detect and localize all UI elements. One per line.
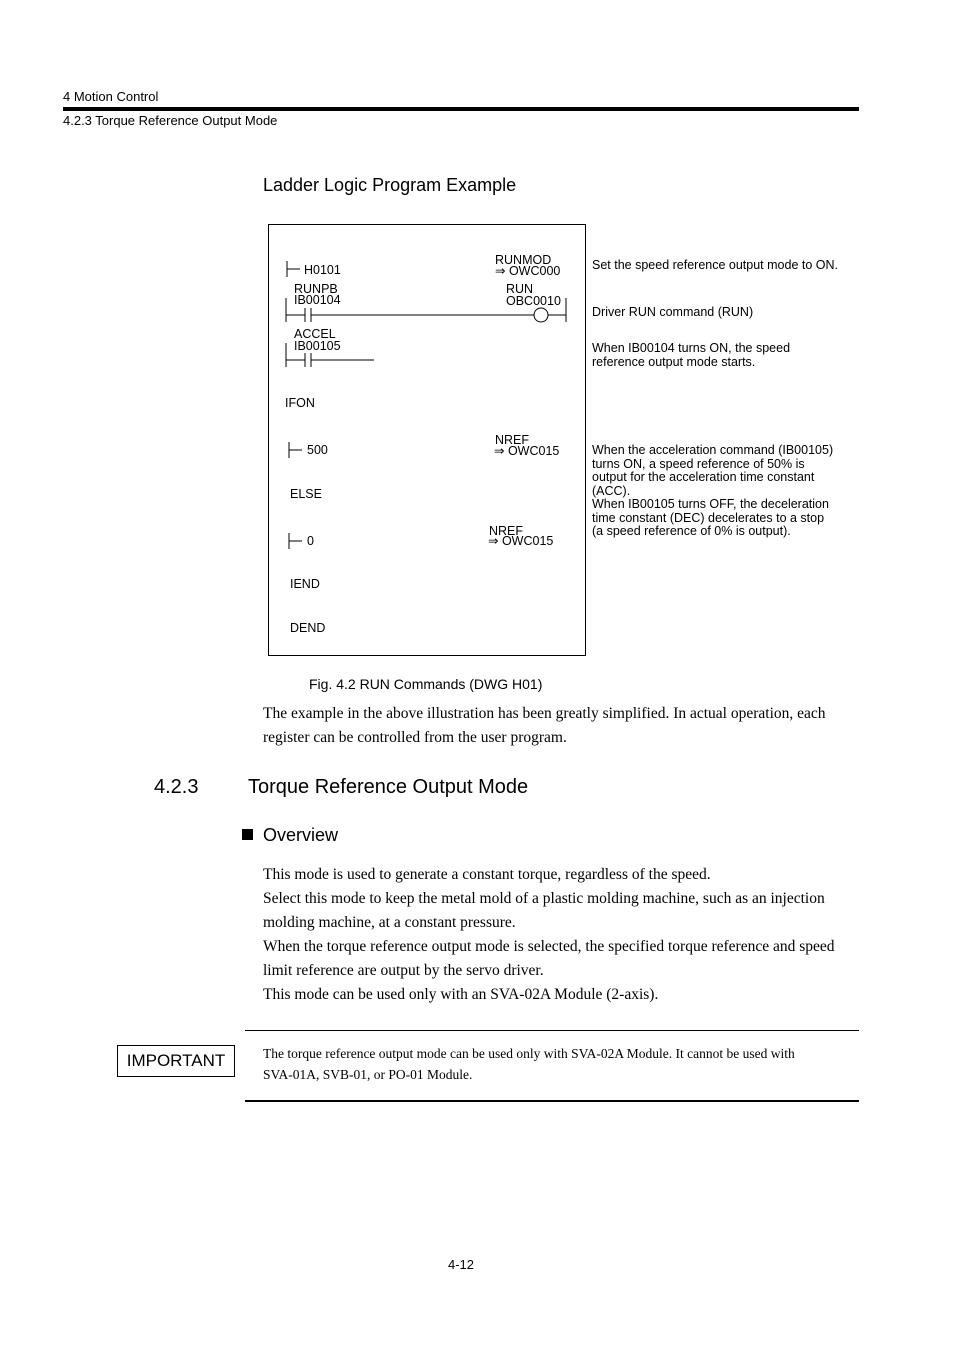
ladder-label-ib00104: IB00104 [294,293,341,307]
ladder-comment-start [592,342,790,369]
ladder-label-owc015-2: ⇒ OWC015 [488,534,554,548]
section-title: Torque Reference Output Mode [248,776,529,798]
ladder-label-owc000: ⇒ OWC000 [495,264,561,278]
ladder-label-500: 500 [307,443,328,457]
comment-line: time constant (DEC) decelerates to a stop [592,510,825,525]
ladder-label-nref-2: NREF [489,524,524,538]
comment-line: When IB00104 turns ON, the speed [592,341,791,355]
ladder-title: Ladder Logic Program Example [263,175,517,195]
ladder-comment-run: Driver RUN command (RUN) [592,305,754,319]
ladder-label-nref-1: NREF [495,433,530,447]
comment-line: When IB00105 turns OFF, the deceleration [592,497,829,511]
ladder-label-0: 0 [307,534,314,548]
ladder-label-runpb: RUNPB [294,282,338,296]
important-text [263,1043,795,1085]
section-number: 4.2.3 [154,776,199,798]
ladder-label-ifon: IFON [285,396,315,410]
paragraph-line: limit reference are output by the servo driver. [263,962,544,979]
header-chapter: 4 Motion Control [63,89,159,104]
overview-title: Overview [263,825,339,845]
paragraph-line: molding machine, at a constant pressure. [263,914,516,931]
paragraph-line: This mode is used to generate a constant torque, regardless of the speed. [263,866,711,883]
important-rule-bottom [245,1100,859,1102]
paragraph-line: The example in the above illustration has been greatly simplified. In actual operation, each [263,705,826,722]
ladder-label-h0101: H0101 [304,263,341,277]
ladder-label-iend: IEND [290,577,320,591]
ladder-label-ib00105: IB00105 [294,339,341,353]
comment-line: reference output mode starts. [592,354,756,369]
page-number: 4-12 [448,1257,475,1272]
ladder-comment-accel [592,444,833,539]
important-line: The torque reference output mode can be used only with SVA-02A Module. It cannot be used with [263,1046,795,1061]
paragraph-line: register can be controlled from the user program. [263,729,567,746]
important-rule-top [245,1030,859,1031]
paragraph-line: This mode can be used only with an SVA-02A Module (2-axis). [263,986,659,1003]
ladder-comment-runmod: Set the speed reference output mode to ON. [592,258,838,272]
ladder-label-else: ELSE [290,487,322,501]
important-label: IMPORTANT [117,1045,235,1077]
comment-line: turns ON, a speed reference of 50% is [592,456,805,471]
comment-line: (a speed reference of 0% is output). [592,524,791,538]
ladder-label-dend: DEND [290,621,326,635]
ladder-label-owc015-1: ⇒ OWC015 [494,444,560,458]
comment-line: (ACC). [592,483,631,498]
comment-line: output for the acceleration time constant [592,470,815,484]
ladder-label-accel: ACCEL [294,327,336,341]
ladder-label-run: RUN [506,282,534,296]
comment-line: When the acceleration command (IB00105) [592,443,834,457]
figure-caption: Fig. 4.2 RUN Commands (DWG H01) [309,676,543,692]
important-line: SVA-01A, SVB-01, or PO-01 Module. [263,1067,473,1082]
overview-bullet [242,829,253,840]
header-section: 4.2.3 Torque Reference Output Mode [63,113,278,128]
ladder-label-obc0010: OBC0010 [506,294,561,308]
overview-paragraph [263,863,858,1007]
header-rule [63,107,859,111]
paragraph-line: When the torque reference output mode is selected, the specified torque reference and speed [263,938,835,955]
paragraph-line: Select this mode to keep the metal mold of a plastic molding machine, such as an injection [263,890,825,907]
ladder-label-runmod: RUNMOD [495,253,552,267]
intro-paragraph [263,702,858,750]
